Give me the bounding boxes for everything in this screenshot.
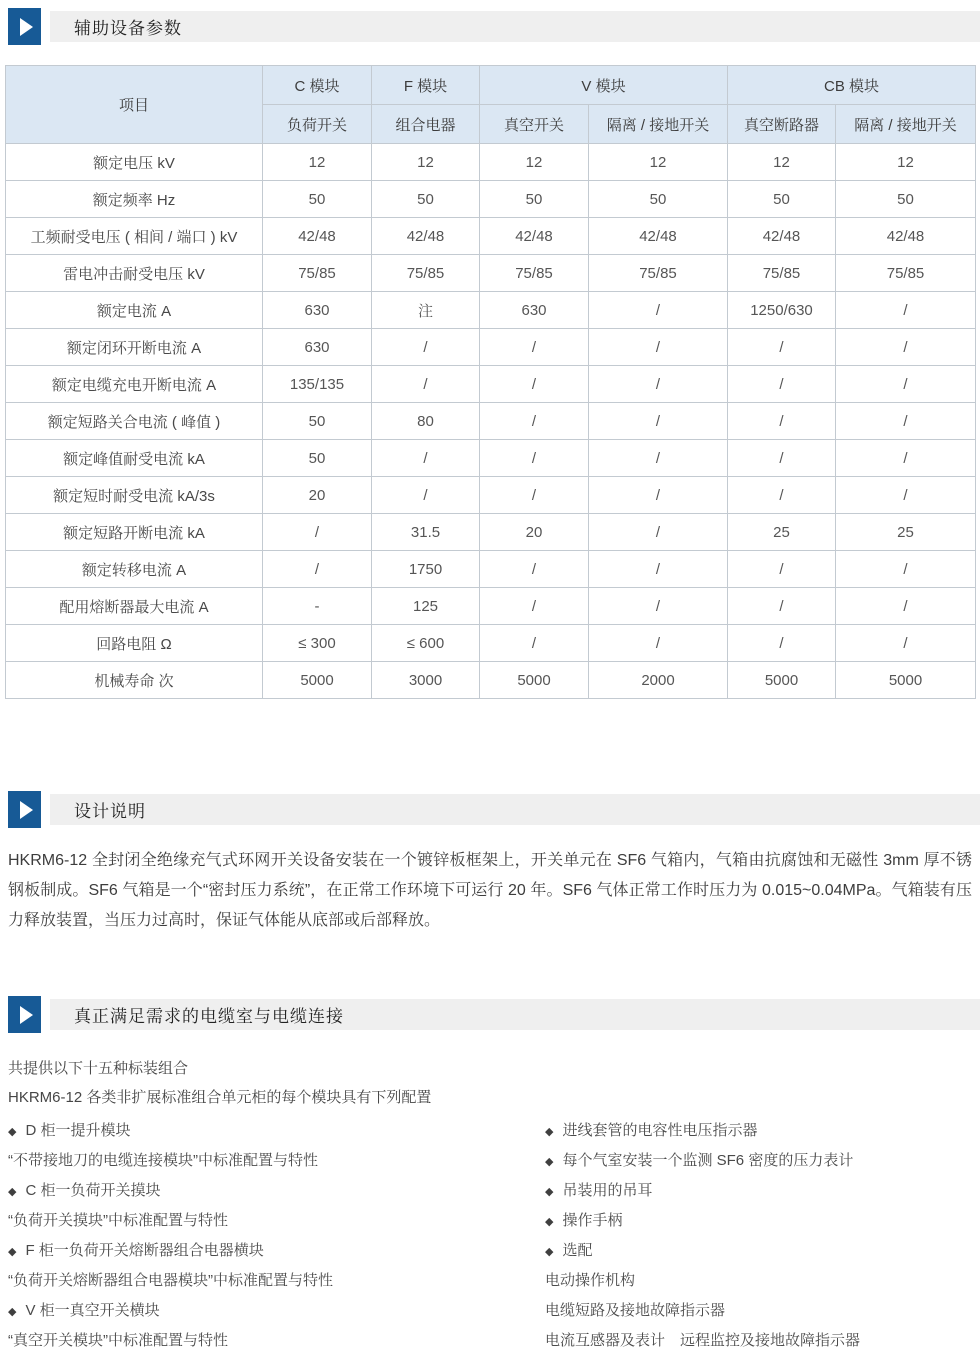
- table-header-cell: 负荷开关: [263, 105, 372, 144]
- table-row: [6, 292, 976, 329]
- table-row: [6, 551, 976, 588]
- row-label: 额定电压 kV: [6, 144, 263, 181]
- play-icon: [8, 791, 41, 828]
- table-cell: 50: [372, 181, 480, 218]
- table-cell: /: [480, 403, 589, 440]
- table-cell: 42/48: [372, 218, 480, 255]
- cable-intro: [8, 1054, 972, 1112]
- list-item-text: V 柜一真空开关横块: [25, 1302, 160, 1319]
- table-cell: /: [728, 588, 836, 625]
- list-item-text: 电流互感器及表计 远程监控及接地故障指示器: [545, 1332, 861, 1349]
- table-header-cell: 组合电器: [372, 105, 480, 144]
- table-cell: /: [589, 514, 728, 551]
- table-cell: 20: [263, 477, 372, 514]
- table-cell: 1250/630: [728, 292, 836, 329]
- table-cell: /: [372, 329, 480, 366]
- cable-config-columns: [8, 1116, 972, 1355]
- table-cell: 125: [372, 588, 480, 625]
- section-title-bar: [50, 999, 980, 1030]
- row-label: 回路电阻 Ω: [6, 625, 263, 662]
- list-item: [8, 1236, 545, 1266]
- list-item: [8, 1326, 545, 1355]
- table-cell: /: [728, 477, 836, 514]
- table-cell: 5000: [728, 662, 836, 699]
- list-item-text: 操作手柄: [562, 1212, 623, 1229]
- table-row: [6, 181, 976, 218]
- play-triangle-icon: [20, 801, 33, 819]
- table-row: [6, 514, 976, 551]
- table-row: [6, 144, 976, 181]
- row-label: 额定转移电流 A: [6, 551, 263, 588]
- table-cell: 42/48: [589, 218, 728, 255]
- list-item-text: D 柜一提升模块: [25, 1122, 131, 1139]
- list-item-text: 电动操作机构: [545, 1272, 636, 1289]
- table-header-cell: F 模块: [372, 66, 480, 105]
- table-cell: 42/48: [728, 218, 836, 255]
- table-cell: ≤ 300: [263, 625, 372, 662]
- play-triangle-icon: [20, 1006, 33, 1024]
- table-cell: 630: [263, 292, 372, 329]
- list-item: [545, 1176, 972, 1206]
- list-item-text: “不带接地刀的电缆连接模块”中标准配置与特性: [8, 1152, 318, 1169]
- table-cell: 50: [589, 181, 728, 218]
- table-header-cell: 真空开关: [480, 105, 589, 144]
- table-cell: 50: [480, 181, 589, 218]
- table-cell: /: [836, 588, 976, 625]
- section-title-bar: [50, 794, 980, 825]
- row-label: 额定峰值耐受电流 kA: [6, 440, 263, 477]
- table-row: [6, 218, 976, 255]
- list-item-text: C 柜一负荷开关摸块: [25, 1182, 161, 1199]
- bullet-list-right: [545, 1116, 972, 1355]
- table-cell: 75/85: [372, 255, 480, 292]
- table-row: [6, 255, 976, 292]
- table-cell: /: [836, 292, 976, 329]
- table-header-cell: CB 模块: [728, 66, 976, 105]
- table-cell: /: [728, 329, 836, 366]
- diamond-bullet-icon: ◆: [545, 1216, 554, 1228]
- table-cell: /: [728, 366, 836, 403]
- table-cell: /: [589, 366, 728, 403]
- table-cell: 75/85: [728, 255, 836, 292]
- list-item-text: 选配: [562, 1242, 593, 1259]
- table-cell: /: [372, 440, 480, 477]
- table-cell: 42/48: [263, 218, 372, 255]
- table-cell: /: [836, 551, 976, 588]
- list-item-text: 每个气室安装一个监测 SF6 密度的压力表计: [562, 1152, 854, 1169]
- list-item-text: 吊装用的吊耳: [562, 1182, 653, 1199]
- row-label: 额定电缆充电开断电流 A: [6, 366, 263, 403]
- table-cell: /: [589, 329, 728, 366]
- table-cell: 12: [263, 144, 372, 181]
- table-cell: /: [263, 514, 372, 551]
- table-cell: 75/85: [263, 255, 372, 292]
- table-row: [6, 440, 976, 477]
- section-title: 设计说明: [74, 802, 146, 821]
- table-cell: /: [589, 551, 728, 588]
- list-item-text: F 柜一负荷开关熔断器组合电器横块: [25, 1242, 264, 1259]
- table-cell: /: [836, 329, 976, 366]
- list-item: [8, 1116, 545, 1146]
- diamond-bullet-icon: ◆: [8, 1126, 17, 1138]
- table-cell: 42/48: [480, 218, 589, 255]
- table-header-cell: 隔离 / 接地开关: [836, 105, 976, 144]
- table-row: [6, 329, 976, 366]
- table-cell: 50: [728, 181, 836, 218]
- row-label: 机械寿命 次: [6, 662, 263, 699]
- section-title-bar: [50, 11, 980, 42]
- table-cell: 1750: [372, 551, 480, 588]
- diamond-bullet-icon: ◆: [8, 1306, 17, 1318]
- table-cell: 12: [589, 144, 728, 181]
- table-cell: /: [480, 366, 589, 403]
- play-icon: [8, 996, 41, 1033]
- play-icon: [8, 8, 41, 45]
- table-header-cell: V 模块: [480, 66, 728, 105]
- list-item-text: 电缆短路及接地故障指示器: [545, 1302, 726, 1319]
- table-cell: 75/85: [589, 255, 728, 292]
- row-label: 额定短时耐受电流 kA/3s: [6, 477, 263, 514]
- section-title: 真正满足需求的电缆室与电缆连接: [74, 1007, 344, 1026]
- row-label: 额定短路关合电流 ( 峰值 ): [6, 403, 263, 440]
- table-cell: /: [589, 588, 728, 625]
- list-item: [8, 1296, 545, 1326]
- row-label: 额定电流 A: [6, 292, 263, 329]
- table-cell: 2000: [589, 662, 728, 699]
- list-item: [545, 1236, 972, 1266]
- table-header-cell: 真空断路器: [728, 105, 836, 144]
- list-item: [545, 1206, 972, 1236]
- table-cell: 5000: [480, 662, 589, 699]
- diamond-bullet-icon: ◆: [545, 1246, 554, 1258]
- row-label: 配用熔断器最大电流 A: [6, 588, 263, 625]
- table-cell: 630: [480, 292, 589, 329]
- table-cell: 630: [263, 329, 372, 366]
- diamond-bullet-icon: ◆: [545, 1186, 554, 1198]
- table-cell: 25: [836, 514, 976, 551]
- section-title: 辅助设备参数: [74, 19, 182, 38]
- table-body: [6, 144, 976, 699]
- diamond-bullet-icon: ◆: [8, 1186, 17, 1198]
- table-cell: 3000: [372, 662, 480, 699]
- table-cell: 12: [836, 144, 976, 181]
- table-cell: /: [728, 551, 836, 588]
- table-header-cell: C 模块: [263, 66, 372, 105]
- table-cell: 50: [836, 181, 976, 218]
- table-cell: /: [836, 477, 976, 514]
- table-cell: /: [728, 625, 836, 662]
- table-cell: ≤ 600: [372, 625, 480, 662]
- table-cell: /: [589, 477, 728, 514]
- list-item-text: “负荷开关摸块”中标准配置与特性: [8, 1212, 228, 1229]
- intro-line: HKRM6-12 各类非扩展标准组合单元柜的每个模块具有下列配置: [8, 1089, 432, 1106]
- table-cell: 20: [480, 514, 589, 551]
- list-item: [8, 1206, 545, 1236]
- section-header-cable-connection: [0, 996, 980, 1033]
- diamond-bullet-icon: ◆: [545, 1156, 554, 1168]
- table-cell: /: [836, 403, 976, 440]
- table-cell: 80: [372, 403, 480, 440]
- list-item: [545, 1326, 972, 1355]
- table-cell: 5000: [836, 662, 976, 699]
- table-header-row: [6, 66, 976, 105]
- table-cell: 12: [372, 144, 480, 181]
- table-cell: /: [480, 329, 589, 366]
- intro-line: 共提供以下十五种标装组合: [8, 1060, 189, 1077]
- table-cell: 75/85: [480, 255, 589, 292]
- table-cell: /: [480, 551, 589, 588]
- list-item: [8, 1176, 545, 1206]
- row-label: 额定短路开断电流 kA: [6, 514, 263, 551]
- table-cell: /: [589, 292, 728, 329]
- table-cell: 5000: [263, 662, 372, 699]
- table-cell: /: [480, 477, 589, 514]
- table-cell: /: [728, 440, 836, 477]
- table-cell: -: [263, 588, 372, 625]
- table-row: [6, 477, 976, 514]
- table-cell: 50: [263, 440, 372, 477]
- table-cell: /: [589, 403, 728, 440]
- list-item: [545, 1146, 972, 1176]
- table-cell: /: [589, 625, 728, 662]
- diamond-bullet-icon: ◆: [8, 1246, 17, 1258]
- list-item-text: 进线套管的电容性电压指示器: [562, 1122, 758, 1139]
- table-header-cell: 项目: [6, 66, 263, 144]
- list-item: [545, 1266, 972, 1296]
- table-cell: /: [480, 440, 589, 477]
- table-cell: /: [480, 588, 589, 625]
- table-cell: 注: [372, 292, 480, 329]
- row-label: 工频耐受电压 ( 相间 / 端口 ) kV: [6, 218, 263, 255]
- table-cell: 50: [263, 403, 372, 440]
- table-cell: /: [372, 366, 480, 403]
- params-table: [5, 65, 976, 699]
- table-row: [6, 662, 976, 699]
- table-head: [6, 66, 976, 144]
- list-item-text: “真空开关模块”中标准配置与特性: [8, 1332, 228, 1349]
- row-label: 雷电冲击耐受电压 kV: [6, 255, 263, 292]
- table-cell: 25: [728, 514, 836, 551]
- table-cell: /: [589, 440, 728, 477]
- table-cell: 135/135: [263, 366, 372, 403]
- table-cell: /: [836, 366, 976, 403]
- table-cell: /: [372, 477, 480, 514]
- list-item: [8, 1266, 545, 1296]
- table-cell: /: [836, 440, 976, 477]
- section-header-design-notes: [0, 791, 980, 828]
- list-item: [545, 1116, 972, 1146]
- table-cell: 42/48: [836, 218, 976, 255]
- table-cell: 50: [263, 181, 372, 218]
- section-header-aux-params: [0, 8, 980, 45]
- design-paragraph: HKRM6-12 全封闭全绝缘充气式环网开关设备安装在一个镀锌板框架上，开关单元在 SF6 气箱内，气箱由抗腐蚀和无磁性 3mm 厚不锈钢板制成。SF6 气箱是一个“密封压力系统”，在正常工作环境下可运行 20 年。SF6 气体正常工作时压力为 0.015~0.04MPa。气箱装有压力释放装置，当压力过高时，保证气体能从底部或后部释放。: [8, 852, 972, 929]
- table-header-cell: 隔离 / 接地开关: [589, 105, 728, 144]
- diamond-bullet-icon: ◆: [545, 1126, 554, 1138]
- table-row: [6, 625, 976, 662]
- table-cell: /: [728, 403, 836, 440]
- row-label: 额定频率 Hz: [6, 181, 263, 218]
- play-triangle-icon: [20, 18, 33, 36]
- table-cell: 75/85: [836, 255, 976, 292]
- table-cell: /: [480, 625, 589, 662]
- list-item-text: “负荷开关熔断器组合电器模块”中标准配置与特性: [8, 1272, 333, 1289]
- table-cell: /: [263, 551, 372, 588]
- row-label: 额定闭环开断电流 A: [6, 329, 263, 366]
- list-item: [8, 1146, 545, 1176]
- table-row: [6, 366, 976, 403]
- table-cell: 31.5: [372, 514, 480, 551]
- table-cell: 12: [480, 144, 589, 181]
- table-cell: /: [836, 625, 976, 662]
- bullet-list-left: [8, 1116, 545, 1355]
- table-row: [6, 588, 976, 625]
- table-row: [6, 403, 976, 440]
- table-cell: 12: [728, 144, 836, 181]
- list-item: [545, 1296, 972, 1326]
